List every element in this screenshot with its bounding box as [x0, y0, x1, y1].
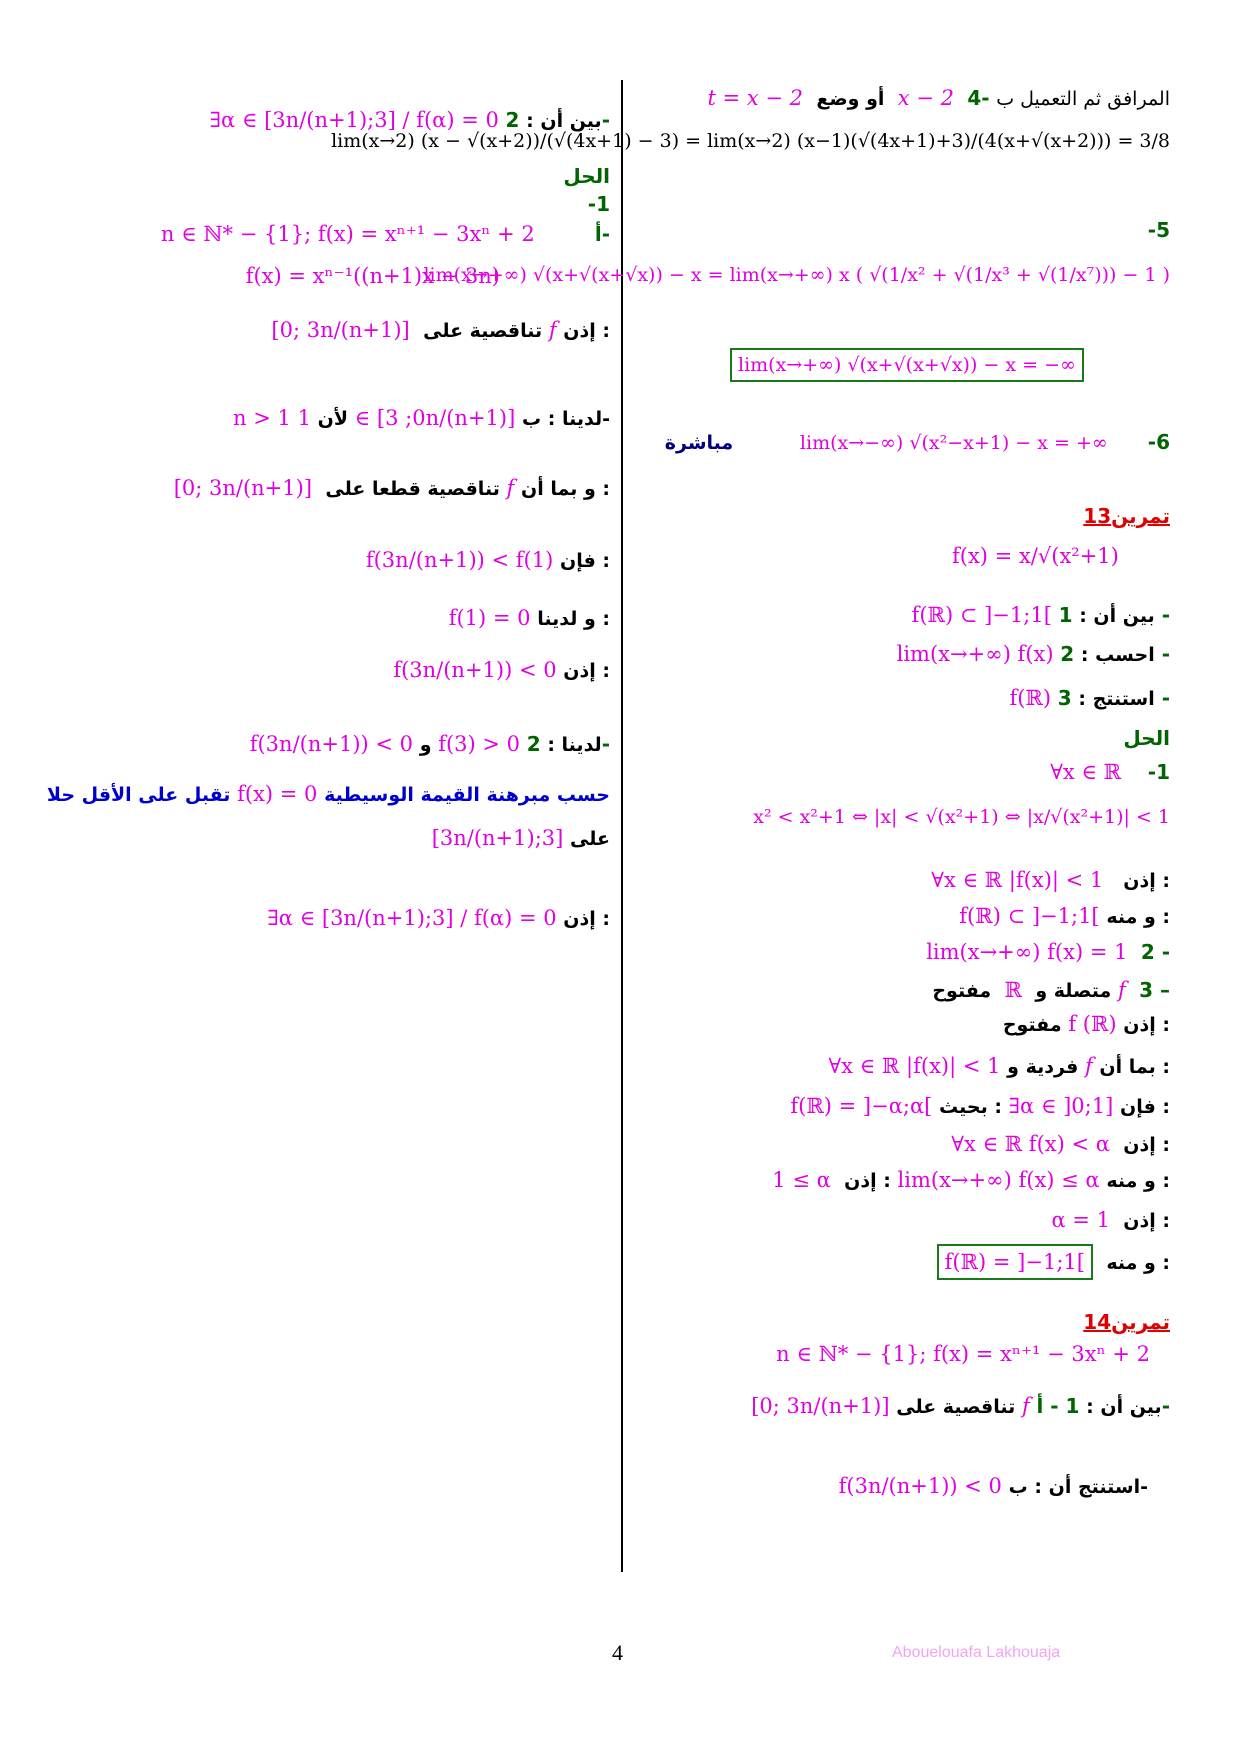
- q6-line: [665, 430, 1170, 454]
- column-divider: [621, 80, 623, 1572]
- s1-line: [1050, 760, 1170, 784]
- q6-label: -6: [1147, 430, 1170, 454]
- l-b-math: 1 ∈ [0; 3n/(n+1)]: [297, 406, 516, 430]
- ex13-func: f(x) = x/√(x²+1): [952, 544, 1119, 568]
- l-g-text: لدينا :: [547, 734, 602, 756]
- s3-so-math: f(ℝ) = ]−α;α[: [790, 1094, 933, 1118]
- q4-math2: t = x − 2: [707, 86, 803, 110]
- ex14-title-line: [1083, 1310, 1170, 1334]
- q5-result-box: [730, 348, 1084, 382]
- l-j-line: [267, 906, 610, 930]
- l-a-line: [161, 222, 610, 246]
- s3-text2: مفتوح: [932, 980, 992, 1002]
- l-e-text: و لدينا :: [537, 608, 610, 630]
- s3-then2: مفتوح: [1002, 1014, 1062, 1036]
- l-j-math: ∃α ∈ [3n/(n+1);3] / f(α) = 0: [267, 906, 557, 930]
- s1-hence-math: f(ℝ) ⊂ ]−1;1[: [959, 904, 1100, 928]
- s3-then3-line: [951, 1132, 1170, 1156]
- page-number: 4: [612, 1640, 623, 1665]
- l-a-then-line: [0; 3n/(n+1)] تناقصية على f إذن :: [271, 318, 610, 342]
- l-c-text2: تناقصية قطعا على: [325, 478, 500, 500]
- s3-odd: فردية و: [1007, 1056, 1079, 1078]
- l-g-line: [250, 732, 610, 756]
- l-sol: الحل: [563, 164, 610, 188]
- s3-such: بحيث :: [939, 1096, 1002, 1118]
- l-a-label: أ-: [594, 222, 610, 246]
- ex13-q3-label: 3 -: [1057, 686, 1170, 710]
- l-d-line: [366, 548, 610, 572]
- q6-limit: lim(x→−∞) √(x²−x+1) − x = +∞: [799, 432, 1108, 454]
- ex14-q1-label: 1 - أ-: [1036, 1394, 1170, 1418]
- q4-label: -4: [967, 86, 990, 110]
- ex14-qb-label: ب-: [1008, 1476, 1148, 1498]
- l-j-text: إذن :: [563, 908, 610, 930]
- s3-since-math: ∀x ∈ ℝ |f(x)| < 1: [828, 1054, 1001, 1078]
- ex13-q2-label: 2 -: [1060, 642, 1170, 666]
- l-b-text: لدينا :: [547, 408, 603, 430]
- s3-then-line: مفتوح f (ℝ) إذن :: [1002, 1012, 1170, 1036]
- l-a-math2: f(x) = xⁿ⁻¹((n+1)x − 3n): [245, 264, 500, 288]
- ex13-q2: [897, 642, 1170, 666]
- l-d-text: فإن :: [559, 550, 610, 572]
- s3-hence: و منه :: [1106, 1170, 1170, 1192]
- s3-then4: إذن :: [844, 1170, 891, 1192]
- ex14-q1: [0; 3n/(n+1)] تناقصية على f بين أن : 1 - أ-: [751, 1394, 1170, 1418]
- l-h-line: [47, 782, 610, 806]
- q4-math1: x − 2: [897, 86, 954, 110]
- s3-label: 3 –: [1139, 978, 1170, 1002]
- l-h-text2: تقبل على الأقل حلا: [46, 784, 231, 806]
- s3-hence-math: lim(x→+∞) f(x) ≤ α: [897, 1168, 1100, 1192]
- l-b-because-math: n > 1: [233, 406, 291, 430]
- s3-text1: متصلة و: [1035, 980, 1112, 1002]
- s3-so: فإن :: [1119, 1096, 1170, 1118]
- l-c-text: و بما أن :: [521, 478, 610, 500]
- s1-hence-line: [959, 904, 1170, 928]
- l-h-math: f(x) = 0: [237, 782, 318, 806]
- l-h-text1: حسب مبرهنة القيمة الوسيطية: [324, 784, 610, 806]
- q5-label-line: [1148, 218, 1170, 242]
- l-b-because: لأن: [317, 408, 348, 430]
- l-b-label: ب-: [521, 408, 610, 430]
- l-a-math1: n ∈ ℕ* − {1}; f(x) = xⁿ⁺¹ − 3xⁿ + 2: [160, 222, 535, 246]
- ex14-func: n ∈ ℕ* − {1}; f(x) = xⁿ⁺¹ − 3xⁿ + 2: [776, 1342, 1150, 1366]
- l-e-math: f(1) = 0: [448, 606, 531, 630]
- ex14-q1-interval: [0; 3n/(n+1)]: [751, 1394, 890, 1418]
- l-g-math1: f(3n/(n+1)) < 0: [249, 732, 414, 756]
- s3-hence-line: [772, 1168, 1170, 1192]
- ex13-q3: [1009, 686, 1170, 710]
- l-q2-label: 2-: [505, 108, 610, 132]
- ex14-q1-text2: تناقصية على: [896, 1396, 1016, 1418]
- s3-then4-math: 1 ≤ α: [772, 1168, 831, 1192]
- l-c-interval: [0; 3n/(n+1)]: [173, 476, 313, 500]
- s2-math: lim(x→+∞) f(x) = 1: [926, 940, 1128, 964]
- ex13-sol-line: [1123, 726, 1170, 750]
- s3-then3: إذن :: [1123, 1134, 1170, 1156]
- l-g-and: و: [419, 734, 432, 756]
- s2-label: 2 -: [1140, 940, 1170, 964]
- s1-then-math: ∀x ∈ ℝ |f(x)| < 1: [931, 868, 1104, 892]
- s3-final-math: f(ℝ) = ]−1;1[: [937, 1244, 1093, 1280]
- ex13-q2-text: احسب :: [1080, 644, 1155, 666]
- l-q2: [210, 108, 610, 132]
- l-c-line: [0; 3n/(n+1)] تناقصية قطعا على f و بما أن :: [173, 476, 610, 500]
- s3-final: و منه :: [1106, 1252, 1170, 1274]
- l-f-math: f(3n/(n+1)) < 0: [393, 658, 557, 682]
- l-d-math: f(3n/(n+1)) < f(1): [365, 548, 554, 572]
- s1-math: ∀x ∈ ℝ: [1050, 760, 1122, 784]
- s1-then-line: [931, 868, 1170, 892]
- ex13-q3-math: f(ℝ): [1009, 686, 1052, 710]
- q5-label: -5: [1147, 218, 1170, 242]
- s3-then3-math: ∀x ∈ ℝ f(x) < α: [951, 1132, 1110, 1156]
- l-b-line: [233, 406, 610, 430]
- q4-limit: lim(x→2) (x − √(x+2))/(√(4x+1) − 3) = lim(x→2) (x−1)(√(4x+1)+3)/(4(x+√(x+2))) = 3/8: [331, 130, 1170, 152]
- l-i-line: [432, 826, 610, 850]
- ex13-sol: الحل: [1123, 726, 1170, 750]
- s3-line: مفتوح ℝ متصلة و f 3 –: [932, 978, 1170, 1002]
- q6-note: مباشرة: [664, 432, 734, 454]
- ex14-qb-text: استنتج أن :: [1034, 1476, 1141, 1498]
- ex13-q1-math: f(ℝ) ⊂ ]−1;1[: [911, 603, 1052, 627]
- l-s1: -1: [587, 192, 610, 216]
- l-a-text: تناقصية على: [423, 320, 543, 342]
- ex13-q1-text: بين أن :: [1079, 605, 1155, 627]
- s3-since: بما أن :: [1099, 1056, 1170, 1078]
- l-a-then: إذن :: [563, 320, 610, 342]
- s2-line: [926, 940, 1170, 964]
- ex13-q1-label: 1 -: [1058, 603, 1170, 627]
- ex13-title: تمرين13: [1083, 504, 1170, 528]
- l-i-interval: [3n/(n+1);3]: [431, 826, 564, 850]
- l-f-line: [393, 658, 610, 682]
- q5-result: lim(x→+∞) √(x+√(x+√x)) − x = −∞: [730, 348, 1084, 382]
- l-g-label: 2-: [526, 732, 610, 756]
- ex13-q1: [912, 603, 1170, 627]
- s1-then: إذن :: [1123, 870, 1170, 892]
- l-q2-text: بين أن :: [526, 110, 602, 132]
- s1-chain: x² < x²+1 ⇔ |x| < √(x²+1) ⇔ |x/√(x²+1)| < 1: [753, 806, 1170, 828]
- s3-since-line: ∀x ∈ ℝ |f(x)| < 1 فردية و f بما أن :: [828, 1054, 1170, 1078]
- s3-then5-line: [1051, 1208, 1170, 1232]
- q4-text: المرافق ثم التعميل ب: [996, 88, 1170, 110]
- ex13-q3-text: استنتج :: [1078, 688, 1155, 710]
- q4-or: أو وضع: [816, 88, 885, 110]
- s3-so-line: [790, 1094, 1170, 1118]
- ex14-qb: [839, 1474, 1148, 1498]
- s3-such-math: ∃α ∈ ]0;1]: [1008, 1094, 1114, 1118]
- ex14-q1-text: بين أن :: [1086, 1396, 1162, 1418]
- ex13-q2-math: lim(x→+∞) f(x): [896, 642, 1054, 666]
- l-s1-line: [588, 192, 610, 216]
- l-i-text: على: [570, 828, 610, 850]
- l-sol-line: [563, 164, 610, 188]
- s1-label: -1: [1147, 760, 1170, 784]
- s3-then: إذن :: [1123, 1014, 1170, 1036]
- s1-hence: و منه :: [1106, 906, 1170, 928]
- s3-final-line: [937, 1244, 1170, 1280]
- l-g-math2: f(3) > 0: [438, 732, 521, 756]
- l-q2-math: ∃α ∈ [3n/(n+1);3] / f(α) = 0: [209, 108, 499, 132]
- footer-author: Abouelouafa Lakhouaja: [892, 1644, 1061, 1661]
- q5-limit: lim(x→+∞) √(x+√(x+√x)) − x = lim(x→+∞) x ( √(1/x² + √(1/x³ + √(1/x⁷))) − 1 ): [423, 264, 1170, 286]
- l-e-line: [449, 606, 610, 630]
- s3-then5-math: α = 1: [1051, 1208, 1110, 1232]
- ex13-title-line: [1083, 504, 1170, 528]
- l-a-interval: [0; 3n/(n+1)]: [271, 318, 410, 342]
- ex14-title: تمرين14: [1083, 1310, 1170, 1334]
- s3-then5: إذن :: [1123, 1210, 1170, 1232]
- l-f-text: إذن :: [563, 660, 610, 682]
- q4-line: [707, 86, 1170, 110]
- ex14-qb-math: f(3n/(n+1)) < 0: [838, 1474, 1002, 1498]
